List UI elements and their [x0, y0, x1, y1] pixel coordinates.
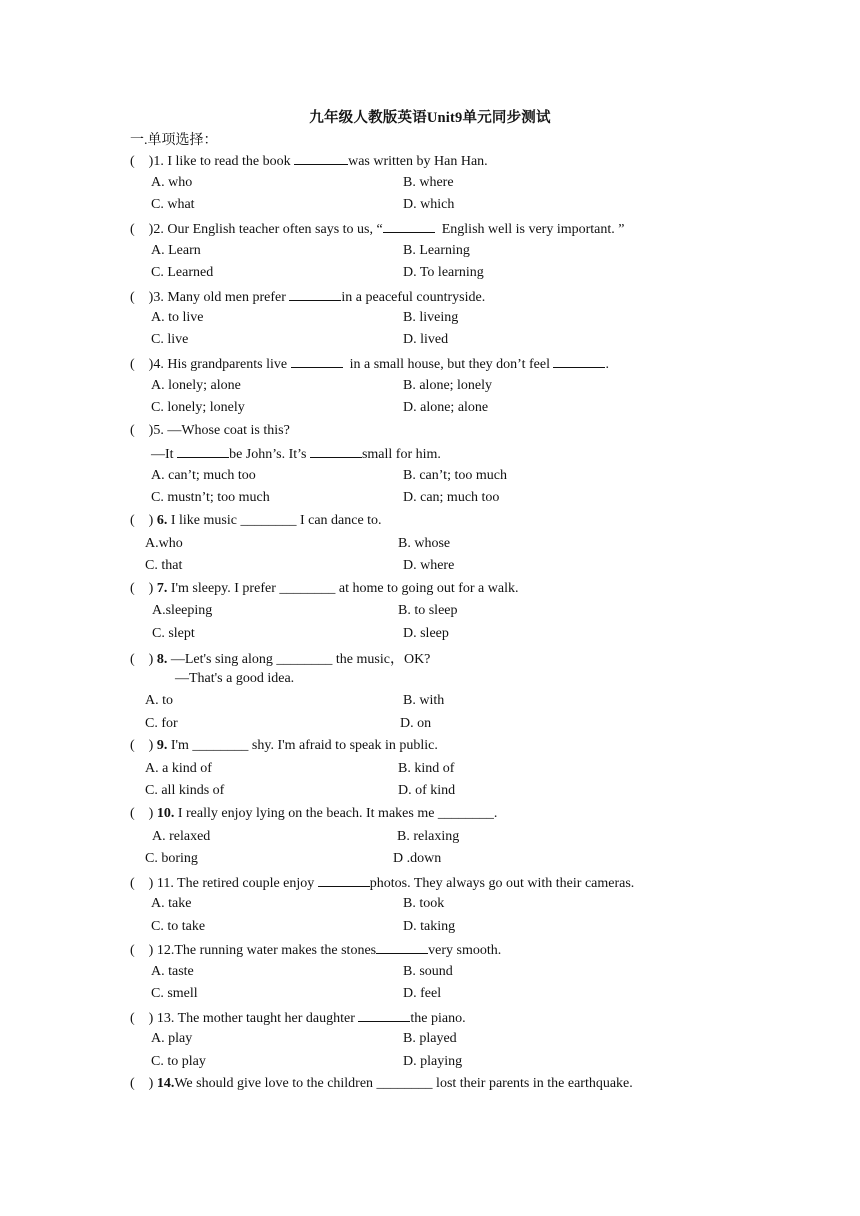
paren-open: ( — [130, 738, 135, 753]
question-13 — [130, 1009, 466, 1027]
question-1-option-c: C. what — [151, 197, 195, 212]
question-7-option-b: B. to sleep — [398, 603, 458, 618]
paren-open: ( — [130, 290, 135, 305]
question-11 — [130, 874, 634, 892]
question-12-stem-a: ) 12.The running water makes the stones — [148, 943, 377, 958]
question-14-number: 14. — [156, 1076, 175, 1091]
question-8-option-b: B. with — [403, 693, 445, 708]
answer-blank — [358, 1009, 410, 1022]
question-5-option-d: D. can; much too — [403, 490, 500, 505]
question-2-option-d: D. To learning — [403, 265, 484, 280]
question-12 — [130, 941, 501, 959]
question-9-option-c: C. all kinds of — [145, 783, 225, 798]
question-3-stem-b: in a peaceful countryside. — [341, 290, 486, 305]
answer-blank — [383, 220, 435, 233]
question-9-stem: I'm ________ shy. I'm afraid to speak in public. — [167, 738, 438, 753]
answer-blank — [376, 941, 428, 954]
question-6-option-d: D. where — [403, 558, 455, 573]
question-8-option-a: A. to — [145, 693, 173, 708]
paren-open: ( — [130, 1076, 135, 1091]
section-heading: 一.单项选择： — [130, 133, 218, 148]
answer-blank — [289, 288, 341, 301]
question-3 — [130, 288, 485, 306]
answer-blank — [177, 445, 229, 458]
question-7: ( ) 7. I'm sleepy. I prefer ________ at home to going out for a walk. — [130, 581, 519, 596]
question-11-option-c: C. to take — [151, 919, 206, 934]
question-2-option-a: A. Learn — [151, 243, 201, 258]
question-9-option-b: B. kind of — [398, 761, 455, 776]
paren-open: ( — [130, 1011, 135, 1026]
question-4-option-a: A. lonely; alone — [151, 378, 241, 393]
answer-blank — [310, 445, 362, 458]
paren-open: ( — [130, 423, 135, 438]
question-1-option-d: D. which — [403, 197, 455, 212]
answer-blank — [553, 355, 605, 368]
question-10-option-d: D .down — [393, 851, 442, 866]
question-7-option-d: D. sleep — [403, 626, 449, 641]
question-4-stem-a: )4. His grandparents live — [148, 357, 291, 372]
question-11-option-d: D. taking — [403, 919, 456, 934]
question-12-option-d: D. feel — [403, 986, 442, 1001]
question-2-option-b: B. Learning — [403, 243, 470, 258]
question-6-option-b: B. whose — [398, 536, 451, 551]
question-4-stem-c: . — [605, 357, 609, 372]
question-1 — [130, 152, 488, 170]
question-5-line-2-c: small for him. — [361, 447, 441, 462]
question-5 — [130, 423, 290, 439]
question-9: ( ) 9. I'm ________ shy. I'm afraid to speak in public. — [130, 738, 438, 753]
question-9-option-a: A. a kind of — [145, 761, 212, 776]
question-4-option-b: B. alone; lonely — [403, 378, 493, 393]
question-4-option-d: D. alone; alone — [403, 400, 489, 415]
question-3-option-b: B. liveing — [403, 310, 459, 325]
question-2-stem-b: English well is very important. ” — [434, 222, 625, 237]
question-5-line-2 — [151, 445, 441, 463]
question-13-option-b: B. played — [403, 1031, 457, 1046]
question-13-stem-b: the piano. — [410, 1011, 466, 1026]
question-5-line-2-a: —It — [151, 447, 178, 462]
question-6-option-a: A.who — [145, 536, 183, 551]
question-14: ( ) 14.We should give love to the children ________ lost their parents in the earthquake. — [130, 1076, 633, 1091]
question-1-stem-b: was written by Han Han. — [348, 154, 488, 169]
question-5-line-2-b: be John’s. It’s — [229, 447, 310, 462]
question-12-option-b: B. sound — [403, 964, 453, 979]
question-14-stem: We should give love to the children ________ lost their parents in the earthquake. — [174, 1076, 633, 1091]
answer-blank — [318, 874, 370, 887]
question-8-line-2: —That's a good idea. — [175, 671, 295, 686]
answer-blank — [291, 355, 343, 368]
answer-blank — [294, 152, 348, 165]
question-12-option-c: C. smell — [151, 986, 198, 1001]
question-2 — [130, 220, 624, 238]
question-10-number: 10. — [156, 806, 175, 821]
question-5-option-a: A. can’t; much too — [151, 468, 256, 483]
question-3-option-a: A. to live — [151, 310, 204, 325]
question-1-option-a: A. who — [151, 175, 193, 190]
question-13-stem-a: ) 13. The mother taught her daughter — [148, 1011, 359, 1026]
question-4 — [130, 355, 609, 373]
question-13-option-d: D. playing — [403, 1054, 463, 1069]
question-6-option-c: C. that — [145, 558, 183, 573]
question-8: ( ) 8. —Let's sing along ________ the music，OK? — [130, 652, 431, 667]
question-3-stem-a: )3. Many old men prefer — [148, 290, 290, 305]
question-9-option-d: D. of kind — [398, 783, 456, 798]
question-6: ( ) 6. I like music ________ I can dance to. — [130, 513, 382, 528]
question-7-stem: I'm sleepy. I prefer ________ at home to going out for a walk. — [167, 581, 519, 596]
question-11-option-b: B. took — [403, 896, 445, 911]
paren-open: ( — [130, 222, 135, 237]
question-6-number: 6. — [156, 513, 168, 528]
question-5-option-c: C. mustn’t; too much — [151, 490, 270, 505]
question-10-stem: I really enjoy lying on the beach. It makes me ________. — [174, 806, 498, 821]
question-3-option-c: C. live — [151, 332, 189, 347]
question-8-stem: —Let's sing along ________ the music，OK? — [167, 652, 431, 667]
question-11-stem-a: ) 11. The retired couple enjoy — [148, 876, 318, 891]
paren-open: ( — [130, 806, 135, 821]
paren-open: ( — [130, 154, 135, 169]
question-8-number: 8. — [156, 652, 168, 667]
paren-open: ( — [130, 513, 135, 528]
question-13-option-c: C. to play — [151, 1054, 206, 1069]
paren-open: ( — [130, 652, 135, 667]
page-title: 九年级人教版英语Unit9单元同步测试 — [309, 110, 551, 126]
paren-open: ( — [130, 357, 135, 372]
question-1-stem-a: )1. I like to read the book — [148, 154, 295, 169]
question-10-option-a: A. relaxed — [152, 829, 211, 844]
question-10: ( ) 10. I really enjoy lying on the beach. It makes me ________. — [130, 806, 498, 821]
question-12-option-a: A. taste — [151, 964, 194, 979]
question-11-stem-b: photos. They always go out with their cameras. — [369, 876, 635, 891]
paren-open: ( — [130, 943, 135, 958]
question-8-option-d: D. on — [400, 716, 432, 731]
question-8-option-c: C. for — [145, 716, 178, 731]
question-7-option-a: A.sleeping — [152, 603, 213, 618]
question-10-option-c: C. boring — [145, 851, 198, 866]
question-2-stem-a: )2. Our English teacher often says to us, “ — [148, 222, 383, 237]
question-7-number: 7. — [156, 581, 168, 596]
question-6-stem: I like music ________ I can dance to. — [167, 513, 382, 528]
question-13-option-a: A. play — [151, 1031, 193, 1046]
question-3-option-d: D. lived — [403, 332, 449, 347]
question-12-stem-b: very smooth. — [428, 943, 502, 958]
question-10-option-b: B. relaxing — [397, 829, 460, 844]
paren-open: ( — [130, 876, 135, 891]
question-4-option-c: C. lonely; lonely — [151, 400, 245, 415]
question-9-number: 9. — [156, 738, 168, 753]
question-7-option-c: C. slept — [152, 626, 195, 641]
question-1-option-b: B. where — [403, 175, 454, 190]
question-4-stem-b: in a small house, but they don’t feel — [342, 357, 554, 372]
question-11-option-a: A. take — [151, 896, 192, 911]
paren-open: ( — [130, 581, 135, 596]
question-2-option-c: C. Learned — [151, 265, 214, 280]
question-5-option-b: B. can’t; too much — [403, 468, 507, 483]
question-5-stem: )5. —Whose coat is this? — [148, 423, 290, 438]
